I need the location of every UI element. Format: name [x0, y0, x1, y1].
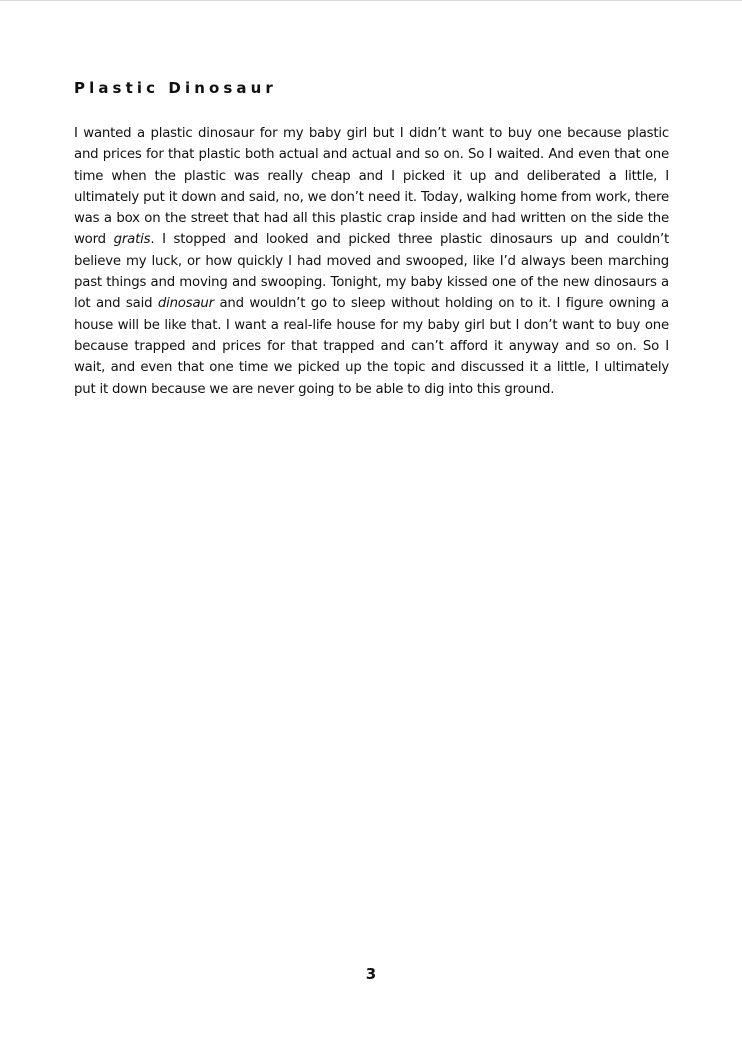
body-paragraph	[74, 123, 669, 400]
italic-word-gratis: gratis	[113, 232, 151, 248]
page-top-border	[0, 0, 742, 1]
paragraph-text-segment: . I stopped and looked and picked three plastic dinosaurs up and couldn’t believe my luck, or how quickly I had moved and swooped, like I’d always been marching past things and moving and swooping. Tonight, my baby kissed one of the new dinosaurs a lot and said	[74, 232, 669, 312]
paragraph-text-segment: and wouldn’t go to sleep without holding on to it. I figure owning a house will be like that. I want a real-life house for my baby girl but I don’t want to buy one because trapped and prices for that trapped and can’t afford it anyway and so on. So I wait, and even that one time we picked up the topic and discussed it a little, I ultimately put it down because we are never going to be able to dig into this ground.	[74, 296, 669, 397]
page-number: 3	[365, 965, 377, 983]
paragraph-text-segment: I wanted a plastic dinosaur for my baby girl but I didn’t want to buy one because plastic and prices for that plastic both actual and actual and so on. So I waited. And even that one time when the plastic was really cheap and I picked it up and deliberated a little, I ultimately put it down and said, no, we don’t need it. Today, walking home from work, there was a box on the street that had all this plastic crap inside and had written on the side the word	[74, 126, 669, 248]
document-title: Plastic Dinosaur	[74, 79, 277, 97]
italic-word-dinosaur: dinosaur	[157, 296, 214, 312]
